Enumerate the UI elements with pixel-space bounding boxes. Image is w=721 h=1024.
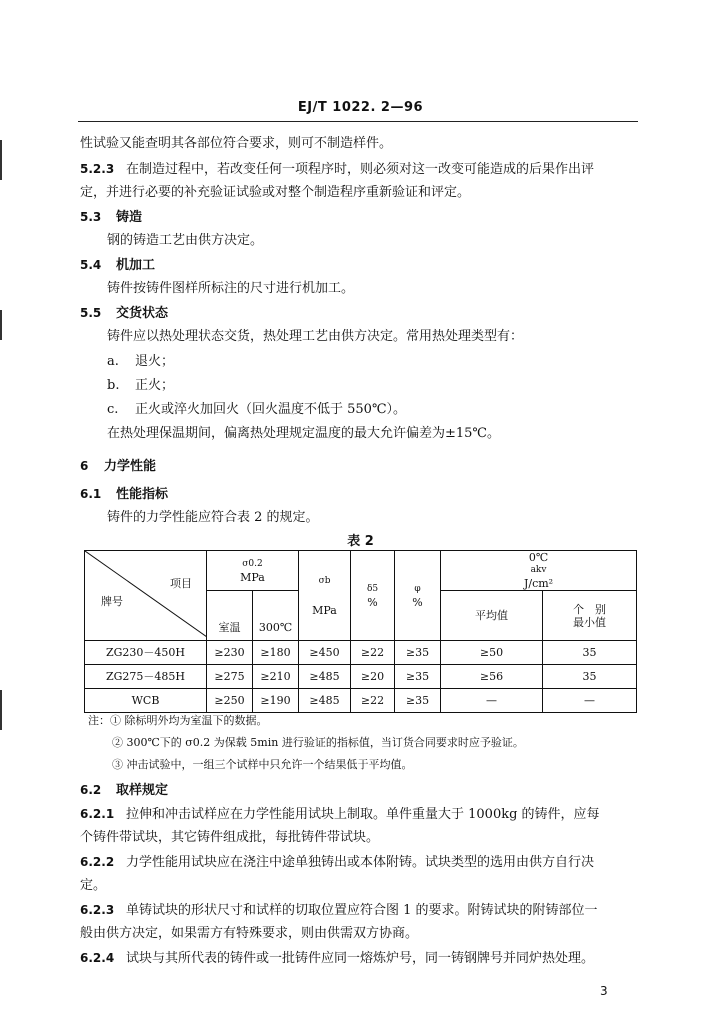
section-number: 5.4 [80,258,102,272]
cell-min: — [543,689,637,713]
scan-edge-mark [0,690,2,730]
table-note: ③ 冲击试验中，一组三个试样中只允许一个结果低于平均值。 [112,758,413,771]
cell-min: 35 [543,665,637,689]
header-delta [351,551,395,641]
list-item [107,402,406,418]
list-text: 正火或淬火加回火（回火温度不低于 550℃）。 [135,402,406,417]
unit-label: % [412,595,423,609]
table-row [85,689,637,713]
section-number: 6 [80,459,89,473]
delta-symbol: δ5 [366,583,379,594]
diagonal-header-cell [85,551,207,641]
phi-symbol: φ [414,583,421,594]
section-number: 5.5 [80,306,102,320]
table-caption: 表 2 [347,534,374,549]
list-label: a. [107,354,119,369]
header-sigma02 [207,551,299,591]
section-title: 交货状态 [116,306,169,321]
paragraph-line: 铸件的力学性能应符合表 2 的规定。 [107,510,319,525]
section-number: 6.2.4 [80,951,115,965]
paragraph-text: 试块与其所代表的铸件或一批铸件应同一熔炼炉号，同一铸钢牌号并同炉热处理。 [126,951,595,966]
header-average: 平均值 [441,591,543,641]
cell-300c: ≥180 [253,641,299,665]
cell-grade: ZG230－450H [85,641,207,665]
cell-delta: ≥20 [351,665,395,689]
paragraph-text: 单铸试块的形状尺寸和试样的切取位置应符合图 1 的要求。附铸试块的附铸部位一 [126,903,598,918]
header-300c: 300℃ [253,591,299,641]
cell-min: 35 [543,641,637,665]
list-item [107,378,174,394]
cell-phi: ≥35 [395,641,441,665]
header-min-line2: 最小值 [573,615,607,629]
cell-phi: ≥35 [395,665,441,689]
list-text: 正火； [135,378,175,393]
section-number: 5.3 [80,210,102,224]
table-note: 注：① 除标明外均为室温下的数据。 [88,714,268,727]
header-sigmab [299,551,351,641]
table-note: ② 300℃下的 σ0.2 为保载 5min 进行验证的指标值，当订货合同要求时应予验证。 [112,736,524,749]
mechanical-properties-table [84,550,637,713]
table-row [85,665,637,689]
cell-grade: ZG275－485H [85,665,207,689]
paragraph-line: 定。 [80,878,107,893]
list-text: 退火； [135,354,175,369]
paragraph-line: 定，并进行必要的补充验证试验或对整个制造程序重新验证和评定。 [80,185,471,200]
sigma02-symbol: σ0.2 [242,558,263,569]
cell-delta: ≥22 [351,689,395,713]
header-rule [78,121,638,122]
list-label: b. [107,378,120,393]
unit-label: MPa [312,603,337,617]
section-number: 6.2.2 [80,855,115,869]
header-item: 项目 [170,577,192,590]
paragraph-line: 铸件应以热处理状态交货，热处理工艺由供方决定。常用热处理类型有： [107,329,524,344]
header-grade: 牌号 [101,595,123,608]
cell-sigmab: ≥485 [299,665,351,689]
akv-symbol: akv [530,565,547,575]
section-number: 6.2.1 [80,807,115,821]
section-number: 5.2.3 [80,162,115,176]
unit-label: % [367,595,378,609]
paragraph-line: 般由供方决定，如果需方有特殊要求，则由供需双方协商。 [80,926,419,941]
cell-grade: WCB [85,689,207,713]
section-5-2-3 [80,161,594,178]
temperature-label: 0℃ [528,551,549,564]
section-title: 铸造 [116,210,143,225]
section-number: 6.1 [80,487,102,501]
section-5-3-heading [80,209,142,226]
header-min-line1: 个 别 [573,602,607,616]
header-impact [441,551,637,591]
section-title: 力学性能 [104,459,157,474]
cell-room: ≥250 [207,689,253,713]
cell-room: ≥275 [207,665,253,689]
cell-sigmab: ≥450 [299,641,351,665]
section-title: 机加工 [116,258,156,273]
cell-phi: ≥35 [395,689,441,713]
section-title: 性能指标 [116,487,169,502]
paragraph-line: 铸件按铸件图样所标注的尺寸进行机加工。 [107,281,355,296]
section-6-2-heading [80,782,168,799]
unit-label: J/cm² [523,577,554,590]
paragraph-line: 性试验又能查明其各部位符合要求，则可不制造样件。 [80,136,393,151]
section-6-2-3 [80,902,598,919]
section-6-2-2 [80,854,594,871]
paragraph-line: 钢的铸造工艺由供方决定。 [107,233,264,248]
section-6-1-heading [80,486,168,503]
doc-header: EJ/T 1022. 2—96 [297,100,424,115]
section-5-5-heading [80,305,168,322]
header-room-temp: 室温 [207,591,253,641]
scan-edge-mark [0,140,2,180]
table-header-row [85,551,637,591]
table-row [85,641,637,665]
page-number: 3 [600,984,608,998]
cell-average: ≥50 [441,641,543,665]
cell-sigmab: ≥485 [299,689,351,713]
section-6-2-4 [80,950,594,967]
paragraph-text: 在制造过程中，若改变任何一项程序时，则必须对这一改变可能造成的后果作出评 [126,162,595,177]
scan-edge-mark [0,310,2,340]
cell-300c: ≥190 [253,689,299,713]
paragraph-line: 个铸件带试块，其它铸件组成批，每批铸件带试块。 [80,830,380,845]
section-6-2-1 [80,806,600,823]
diagonal-line [85,551,207,637]
sigmab-symbol: σb [318,575,331,586]
section-5-4-heading [80,257,155,274]
section-6-heading [80,458,156,475]
cell-average: ≥56 [441,665,543,689]
paragraph-text: 拉伸和冲击试样应在力学性能用试块上制取。单件重量大于 1000kg 的铸件，应每 [126,807,600,822]
header-phi [395,551,441,641]
list-item [107,354,174,370]
section-title: 取样规定 [116,783,169,798]
cell-room: ≥230 [207,641,253,665]
cell-300c: ≥210 [253,665,299,689]
section-number: 6.2.3 [80,903,115,917]
paragraph-text: 力学性能用试块应在浇注中途单独铸出或本体附铸。试块类型的选用由供方自行决 [126,855,595,870]
cell-delta: ≥22 [351,641,395,665]
list-label: c. [107,402,119,417]
cell-average: — [441,689,543,713]
section-number: 6.2 [80,783,102,797]
unit-label: MPa [240,570,265,584]
header-individual-min [543,591,637,641]
paragraph-line: 在热处理保温期间，偏离热处理规定温度的最大允许偏差为±15℃。 [107,426,500,441]
